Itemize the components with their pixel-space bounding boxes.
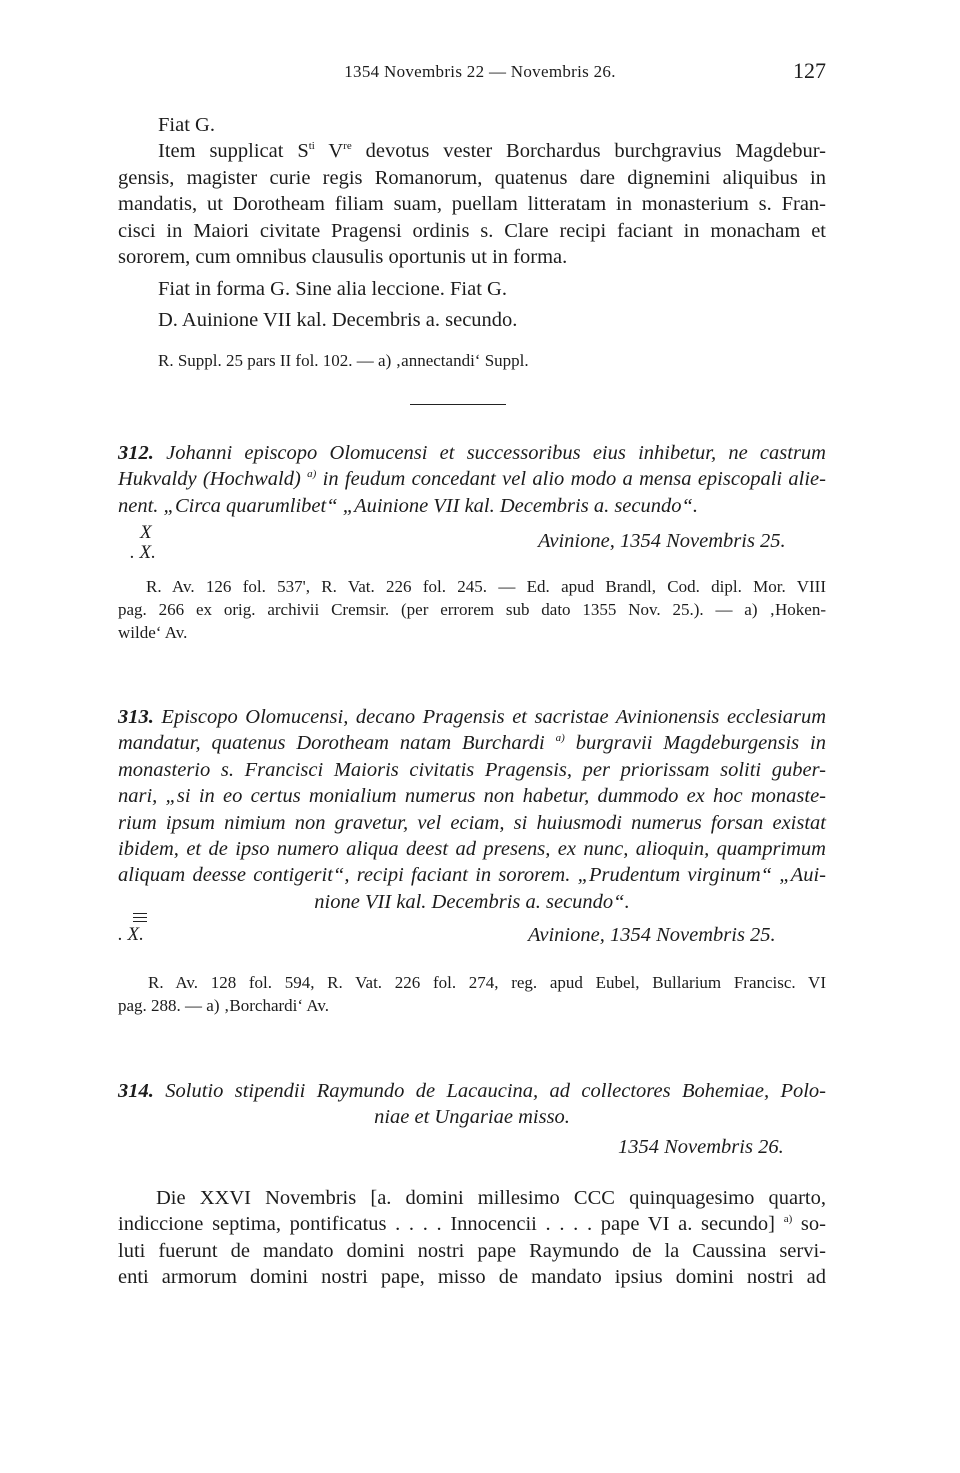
previous-document: [118, 112, 826, 333]
regest-313: 313. Episcopo Olomucensi, decano Pragensis et sacristae Avinionensis ecclesiarum mandatur, quatenus Dorotheam natam Burchardi $^{a)}$ burgravii Magdeburgensis in monasterio s. Francisci Maioris civitatis Pragensis, per priorissam soliti guber- nari, „si in eo certus monialium numerus non habetur, dummodo ex hoc monaste- rium ipsum nimium non gravetur, vel eciam, si huiusmodi numerus forsan existat ibidem, et de ipso numero aliqua deest ad presens, ex nunc, alioquin, quamprimum aliquam deesse contigerit“, recipi faciant in sororem. „Prudentum virginum“ „Aui- nione VII kal. Decembris a. secundo“.: [118, 706, 826, 913]
regest-312: 312. Johanni episcopo Olomucensi et successoribus eius inhibetur, ne castrum Hukvaldy (Hochwald) $^{a)}$ in feudum concedant vel alio modo a mensa episcopali alie- nent. „Circa quarumlibet“ „Auinione VII kal. Decembris a. secundo“.: [118, 442, 826, 517]
page-number: 127: [793, 58, 826, 83]
dating-line: D. Auinione VII kal. Decembris a. secundo.: [158, 308, 518, 331]
running-head: 1354 Novembris 22 — Novembris 26.: [344, 62, 616, 81]
footnote-previous: R. Suppl. 25 pars II fol. 102. — a) ‚annectandi‘ Suppl.: [158, 351, 529, 370]
place-date-312: Avinione, 1354 Novembris 25.: [538, 530, 786, 552]
document-number-313: 313.: [118, 706, 154, 728]
sigla-313-lines: [133, 913, 147, 922]
sigla-313: . X.: [118, 924, 144, 945]
fiat-g: Fiat G.: [158, 114, 215, 136]
supplication-line: mandatis, ut Dorotheam filiam suam, puellam litteratam in monasterium s. Fran-: [118, 193, 826, 216]
document-number-312: 312.: [118, 442, 154, 464]
date-314: 1354 Novembris 26.: [618, 1136, 784, 1158]
footnote-313: R. Av. 128 fol. 594, R. Vat. 226 fol. 274, reg. apud Eubel, Bullarium Francisc. VI pag. 288. — a) ‚Borchardi‘ Av.: [118, 973, 826, 1015]
section-divider: [410, 404, 506, 405]
place-date-313: Avinione, 1354 Novembris 25.: [528, 924, 776, 946]
fiat-line: Fiat in forma G. Sine alia leccione. Fiat G.: [158, 278, 507, 301]
sigla-312-top: X: [140, 522, 152, 543]
supplication-line: cisci in Maiori civitate Pragensi ordinis s. Clare recipi faciant in monacham et: [118, 219, 826, 242]
body-314: Die XXVI Novembris [a. domini millesimo CCC quinquagesimo quarto, indiccione septima, pontificatus . . . . Innocencii . . . . pape VI a. secundo] $^{a)}$ so- luti fuerunt de mandato domini nostri pape Raymundo de la Caussina servi- enti armorum domini nostri pape, misso de mandato ipsius domini nostri ad: [118, 1187, 826, 1289]
sigla-312-bottom: . X.: [130, 542, 156, 563]
supplication-line: gensis, magister curie regis Romanorum, quatenus dare dignemini aliquibus in: [118, 166, 826, 189]
regest-314: 314. Solutio stipendii Raymundo de Lacaucina, ad collectores Bohemiae, Polo- niae et Ungariae misso.: [118, 1080, 826, 1129]
supplication-paragraph: [118, 138, 826, 270]
supplication-line: sororem, cum omnibus clausulis oportunis ut in forma.: [118, 246, 568, 269]
document-number-314: 314.: [118, 1080, 154, 1102]
footnote-312: R. Av. 126 fol. 537', R. Vat. 226 fol. 245. — Ed. apud Brandl, Cod. dipl. Mor. VIII pag. 266 ex orig. archivii Cremsir. (per errorem sub dato 1355 Nov. 25.). — a) ‚Hoken- wilde‘ Av.: [118, 577, 826, 642]
supplication-line: Item supplicat $S^{ti}$ Vre devotus vester Borchardus burchgravius Magdebur-: [158, 140, 826, 163]
